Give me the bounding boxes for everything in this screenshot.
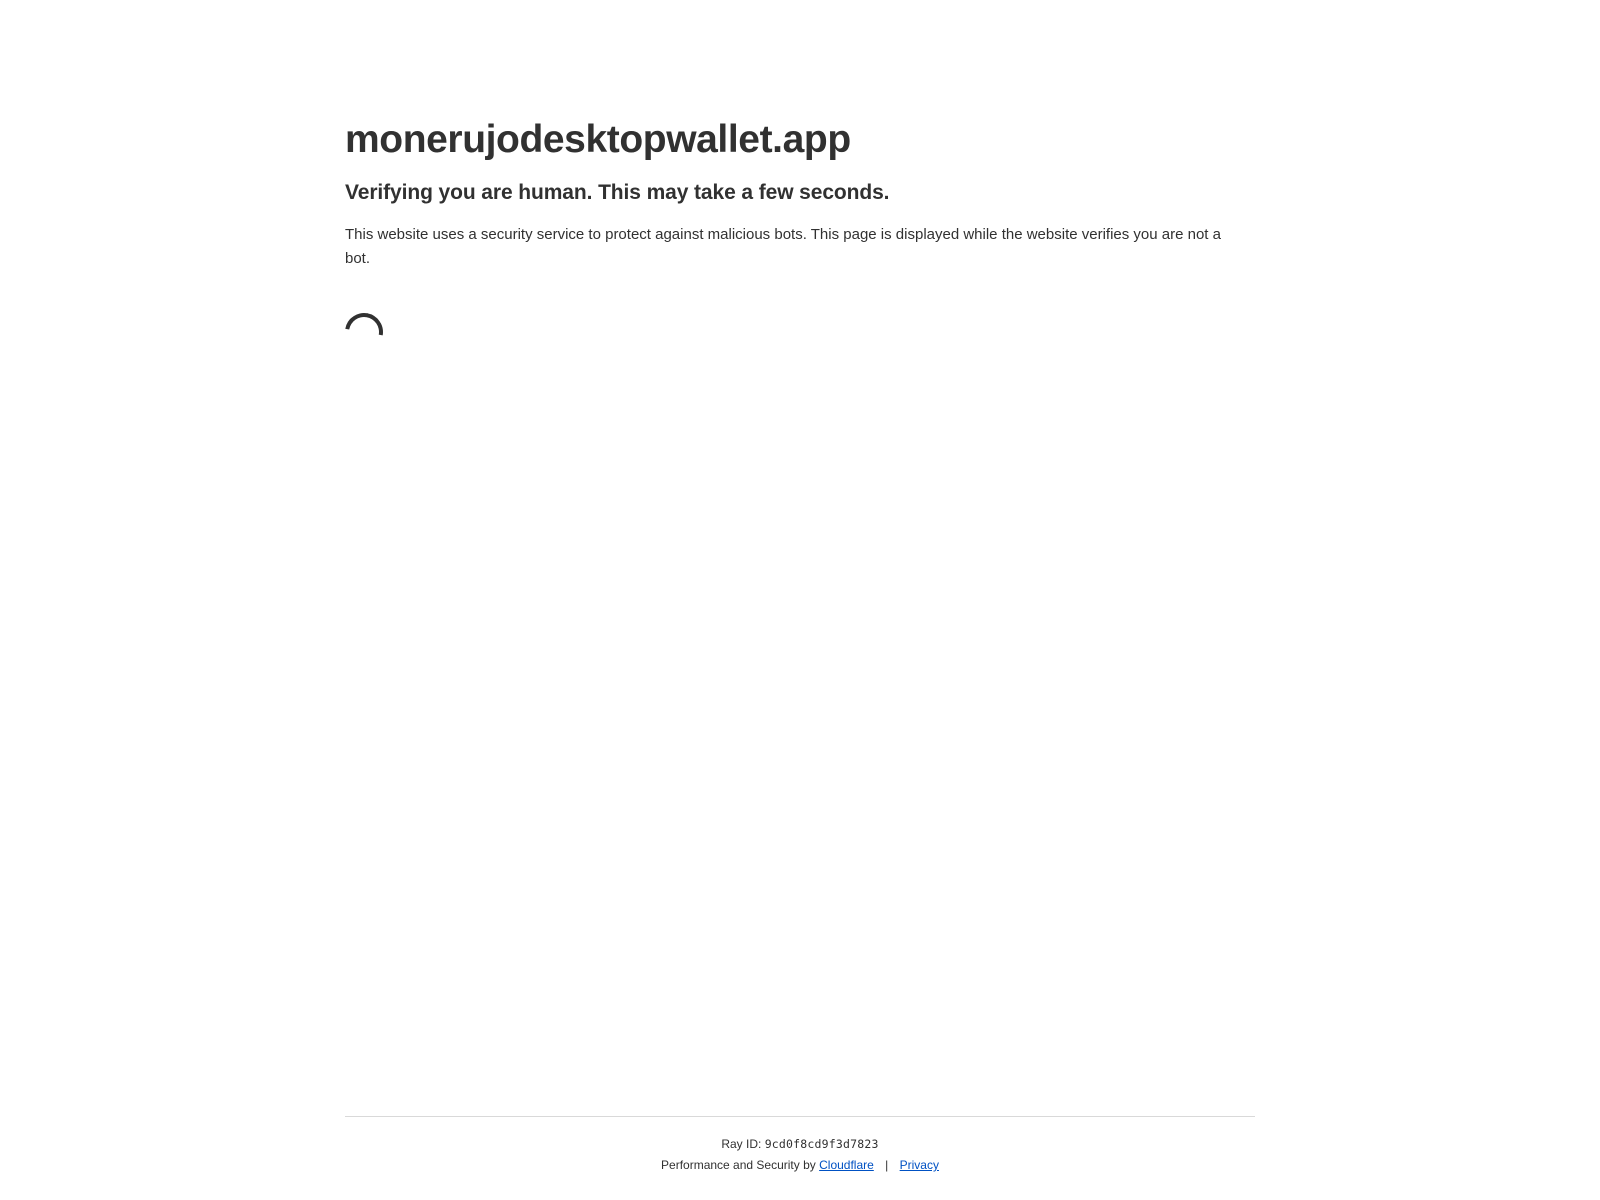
challenge-content bbox=[345, 0, 1255, 373]
cloudflare-link[interactable]: Cloudflare bbox=[819, 1158, 874, 1172]
ray-id-value: 9cd0f8cd9f3d7823 bbox=[764, 1137, 879, 1151]
verification-description: This website uses a security service to protect against malicious bots. This page is displayed while the website verifies you are not a bot. bbox=[345, 225, 1221, 267]
loading-spinner-icon bbox=[338, 305, 391, 358]
page-footer bbox=[345, 1116, 1255, 1172]
footer-attribution bbox=[345, 1158, 1255, 1172]
page-spacer bbox=[0, 373, 1600, 1116]
page-title: monerujodesktopwallet.app bbox=[345, 118, 851, 161]
performance-text: Performance and Security by bbox=[661, 1158, 816, 1172]
privacy-link[interactable]: Privacy bbox=[899, 1158, 939, 1172]
ray-id-label: Ray ID: bbox=[721, 1137, 762, 1151]
footer-separator: | bbox=[885, 1158, 889, 1172]
spinner-container bbox=[345, 313, 1255, 373]
verification-status-heading: Verifying you are human. This may take a few seconds. bbox=[345, 180, 890, 204]
ray-id bbox=[345, 1137, 1255, 1151]
